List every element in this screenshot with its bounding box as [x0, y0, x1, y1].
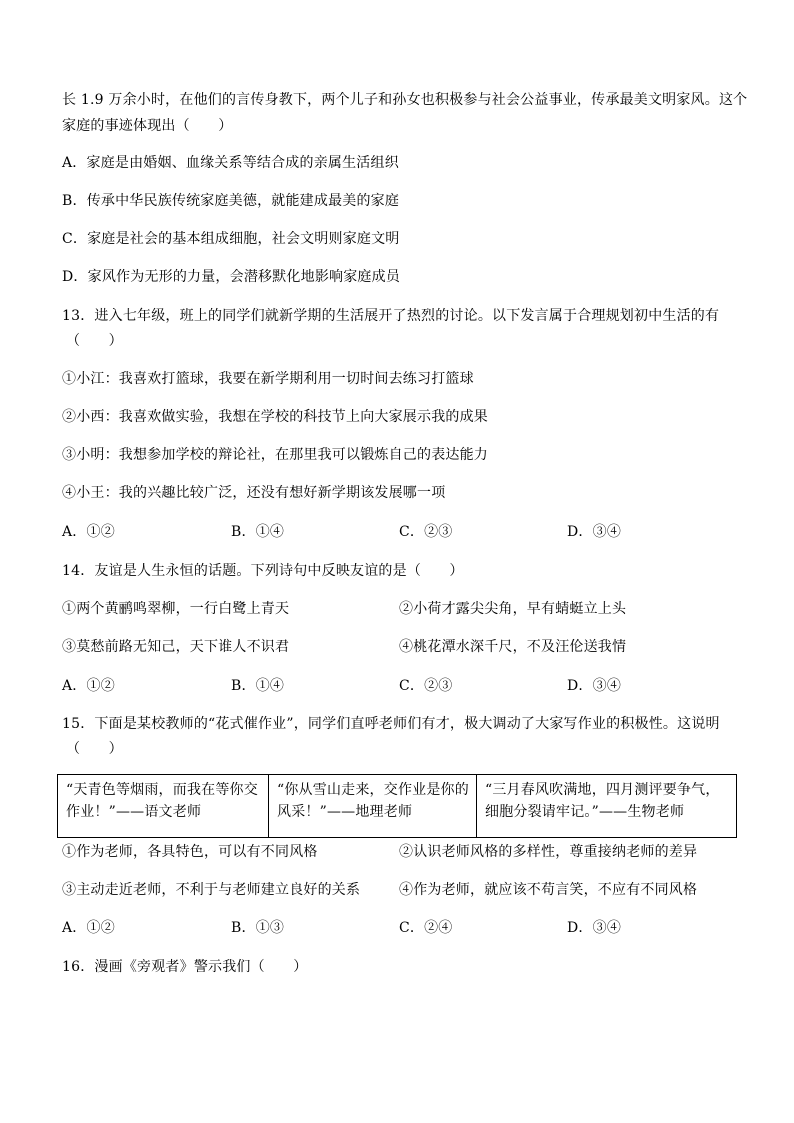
- q15-stem-line-2: （ ）: [66, 741, 123, 757]
- q13-stem-line-2: （ ）: [66, 333, 123, 349]
- q12-option-d: D．家风作为无形的力量，会潜移默化地影响家庭成员: [62, 269, 401, 285]
- q15-choice-b: B．①③: [231, 920, 285, 936]
- geography-teacher-quote: “你从雪山走来，交作业是你的风采！”——地理老师: [269, 775, 477, 838]
- q13-item-4: ④小王：我的兴趣比较广泛，还没有想好新学期该发展哪一项: [62, 485, 446, 501]
- q12-option-b: B．传承中华民族传统家庭美德，就能建成最美的家庭: [62, 193, 400, 209]
- teacher-quotes-table: [57, 774, 737, 838]
- q15-item-3: ③主动走近老师，不利于与老师建立良好的关系: [62, 882, 361, 898]
- q13-item-3: ③小明：我想参加学校的辩论社，在那里我可以锻炼自己的表达能力: [62, 447, 488, 463]
- q15-choice-d: D．③④: [567, 920, 622, 936]
- q13-choice-b: B．①④: [231, 524, 285, 540]
- q13-item-1: ①小江：我喜欢打篮球，我要在新学期利用一切时间去练习打篮球: [62, 371, 474, 387]
- table-row: [58, 775, 737, 838]
- q12-option-c: C．家庭是社会的基本组成细胞，社会文明则家庭文明: [62, 231, 400, 247]
- q12-stem-line-1: 长 1.9 万余小时，在他们的言传身教下，两个儿子和孙女也积极参与社会公益事业，传承最美文明家风。这个: [62, 92, 748, 108]
- q14-item-2: ②小荷才露尖尖角，早有蜻蜓立上头: [399, 601, 627, 617]
- q14-item-3: ③莫愁前路无知己，天下谁人不识君: [62, 639, 290, 655]
- q12-option-a: A．家庭是由婚姻、血缘关系等结合成的亲属生活组织: [62, 155, 399, 171]
- q13-choice-d: D．③④: [567, 524, 622, 540]
- q14-choice-c: C．②③: [399, 678, 453, 694]
- q15-item-2: ②认识老师风格的多样性，尊重接纳老师的差异: [399, 844, 698, 860]
- q15-item-4: ④作为老师，就应该不苟言笑，不应有不同风格: [399, 882, 698, 898]
- q14-choice-d: D．③④: [567, 678, 622, 694]
- q14-item-1: ①两个黄鹂鸣翠柳，一行白鹭上青天: [62, 601, 290, 617]
- q15-stem-line-1: 15．下面是某校教师的“花式催作业”，同学们直呼老师们有才，极大调动了大家写作业的积极性。这说明: [62, 716, 720, 732]
- q12-stem-line-2: 家庭的事迹体现出（ ）: [62, 118, 233, 134]
- q15-item-1: ①作为老师，各具特色，可以有不同风格: [62, 844, 318, 860]
- q13-choice-a: A．①②: [62, 524, 115, 540]
- q13-stem-line-1: 13．进入七年级，班上的同学们就新学期的生活展开了热烈的讨论。以下发言属于合理规划初中生活的有: [62, 308, 720, 324]
- q14-stem: 14．友谊是人生永恒的话题。下列诗句中反映友谊的是（ ）: [62, 563, 464, 579]
- q15-choice-c: C．②④: [399, 920, 453, 936]
- q14-choice-a: A．①②: [62, 678, 115, 694]
- q14-choice-b: B．①④: [231, 678, 285, 694]
- q13-item-2: ②小西：我喜欢做实验，我想在学校的科技节上向大家展示我的成果: [62, 409, 488, 425]
- q16-stem: 16．漫画《旁观者》警示我们（ ）: [62, 959, 308, 975]
- biology-teacher-quote: “三月春风吹满地，四月测评要争气，细胞分裂请牢记。”——生物老师: [477, 775, 737, 838]
- q15-choice-a: A．①②: [62, 920, 115, 936]
- q13-choice-c: C．②③: [399, 524, 453, 540]
- chinese-teacher-quote: “天青色等烟雨，而我在等你交作业！”——语文老师: [58, 775, 269, 838]
- q14-item-4: ④桃花潭水深千尺，不及汪伦送我情: [399, 639, 627, 655]
